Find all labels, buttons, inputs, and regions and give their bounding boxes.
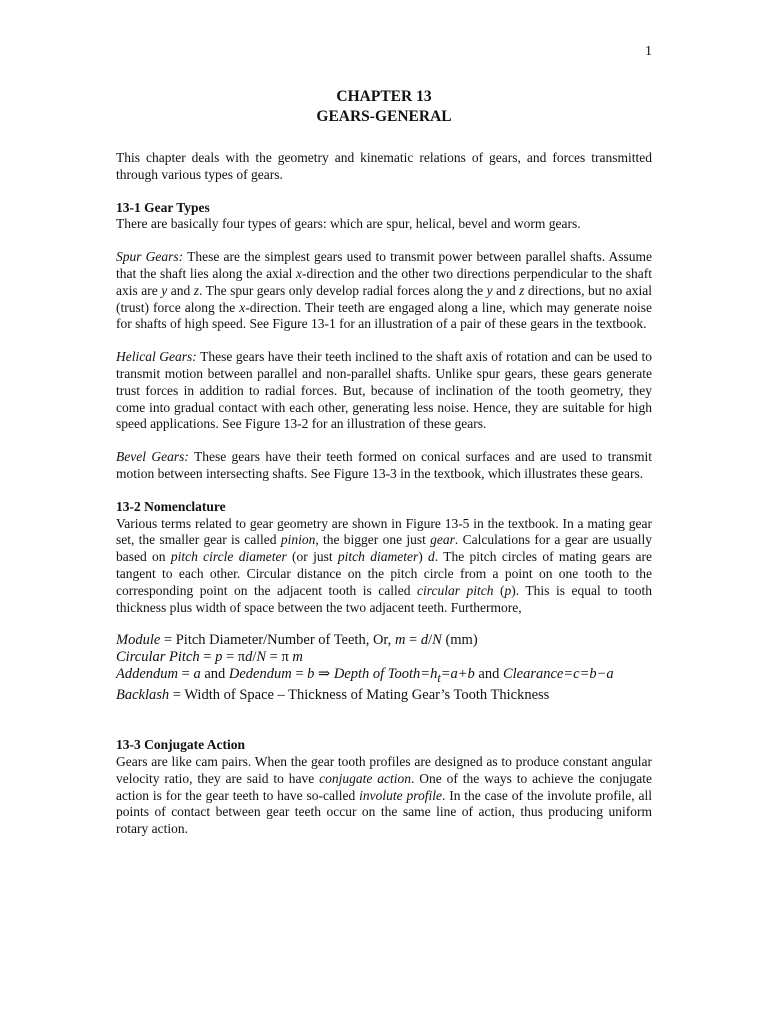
section-title-gear-types: 13-1 Gear Types: [116, 199, 210, 215]
helical-gears-term: Helical Gears:: [116, 349, 197, 365]
formula-addendum: Addendum = a and Dedendum = b ⇒ Depth of $Tooth=h_t=a+b$ and Clearance=c=b−a: [116, 666, 614, 686]
chapter-heading: [116, 87, 652, 126]
chapter-title: GEARS-GENERAL: [316, 107, 452, 125]
section-title-nomenclature: 13-2 Nomenclature: [116, 498, 226, 514]
formula-circular-pitch: Circular Pitch = p = πd/N = π m: [116, 649, 303, 666]
section-title-conjugate-action: 13-3 Conjugate Action: [116, 737, 245, 753]
formula-backlash: Backlash = Width of Space – Thickness of Mating Gear’s Tooth Thickness: [116, 687, 550, 704]
page-content: [116, 87, 652, 838]
gear-types-intro: There are basically four types of gears: which are spur, helical, bevel and worm gears.: [116, 216, 581, 232]
page-number: 1: [645, 44, 652, 59]
bevel-gears-paragraph: Bevel Gears: These gears have their teeth formed on conical surfaces and are used to transmit motion between intersecting shafts. See Figure 13-3 in the textbook, which illustrates these gears.: [116, 449, 652, 481]
formula-module: Module = Pitch Diameter/Number of Teeth, Or, m = d/N (mm): [116, 632, 478, 649]
bevel-gears-term: Bevel Gears:: [116, 449, 189, 465]
spur-gears-paragraph: Spur Gears: These are the simplest gears used to transmit power between parallel shafts. Assume that the shaft lies along the axial x-direction and the other two directions perpendicular to the shaft axis are y and z. The spur gears only develop radial forces along the y and z directions, but no axial (trust) force along the x-direction. Their teeth are engaged along a line, which may generate noise for shafts of high speed. See Figure 13-1 for an illustration of a pair of these gears in the textbook.: [116, 249, 653, 332]
chapter-number: CHAPTER 13: [336, 88, 432, 105]
formula-list: [116, 632, 652, 704]
helical-gears-paragraph: Helical Gears: These gears have their teeth inclined to the shaft axis of rotation and can be used to transmit motion between parallel and non-parallel shafts. Unlike spur gears, these gears generate trust forces in addition to radial forces. But, because of inclination of the tooth geometry, they come into gradual contact with each other, generating less noise. Hence, they are suitable for high speed applications. See Figure 13-2 for an illustration of these gears.: [116, 349, 652, 432]
chapter-intro: This chapter deals with the geometry and kinematic relations of gears, and forces transmitted through various types of gears.: [116, 150, 652, 182]
spur-gears-term: Spur Gears:: [116, 249, 184, 265]
nomenclature-paragraph: Various terms related to gear geometry are shown in Figure 13-5 in the textbook. In a mating gear set, the smaller gear is called pinion, the bigger one just gear. Calculations for a gear are usually based on pitch circle diameter (or just pitch diameter) d. The pitch circles of mating gears are tangent to each other. Circular distance on the pitch circle from a point on one tooth to the corresponding point on the adjacent tooth is called circular pitch (p). This is equal to tooth thickness plus width of space between the two adjacent teeth. Furthermore,: [116, 515, 652, 615]
conjugate-action-paragraph: Gears are like cam pairs. When the gear tooth profiles are designed as to produce constant angular velocity ratio, they are said to have conjugate action. One of the ways to achieve the conjugate action is for the gear teeth to have so-called involute profile. In the case of the involute profile, all points of contact between gear teeth occur on the same line of action, thus producing uniform rotary action.: [116, 754, 653, 837]
